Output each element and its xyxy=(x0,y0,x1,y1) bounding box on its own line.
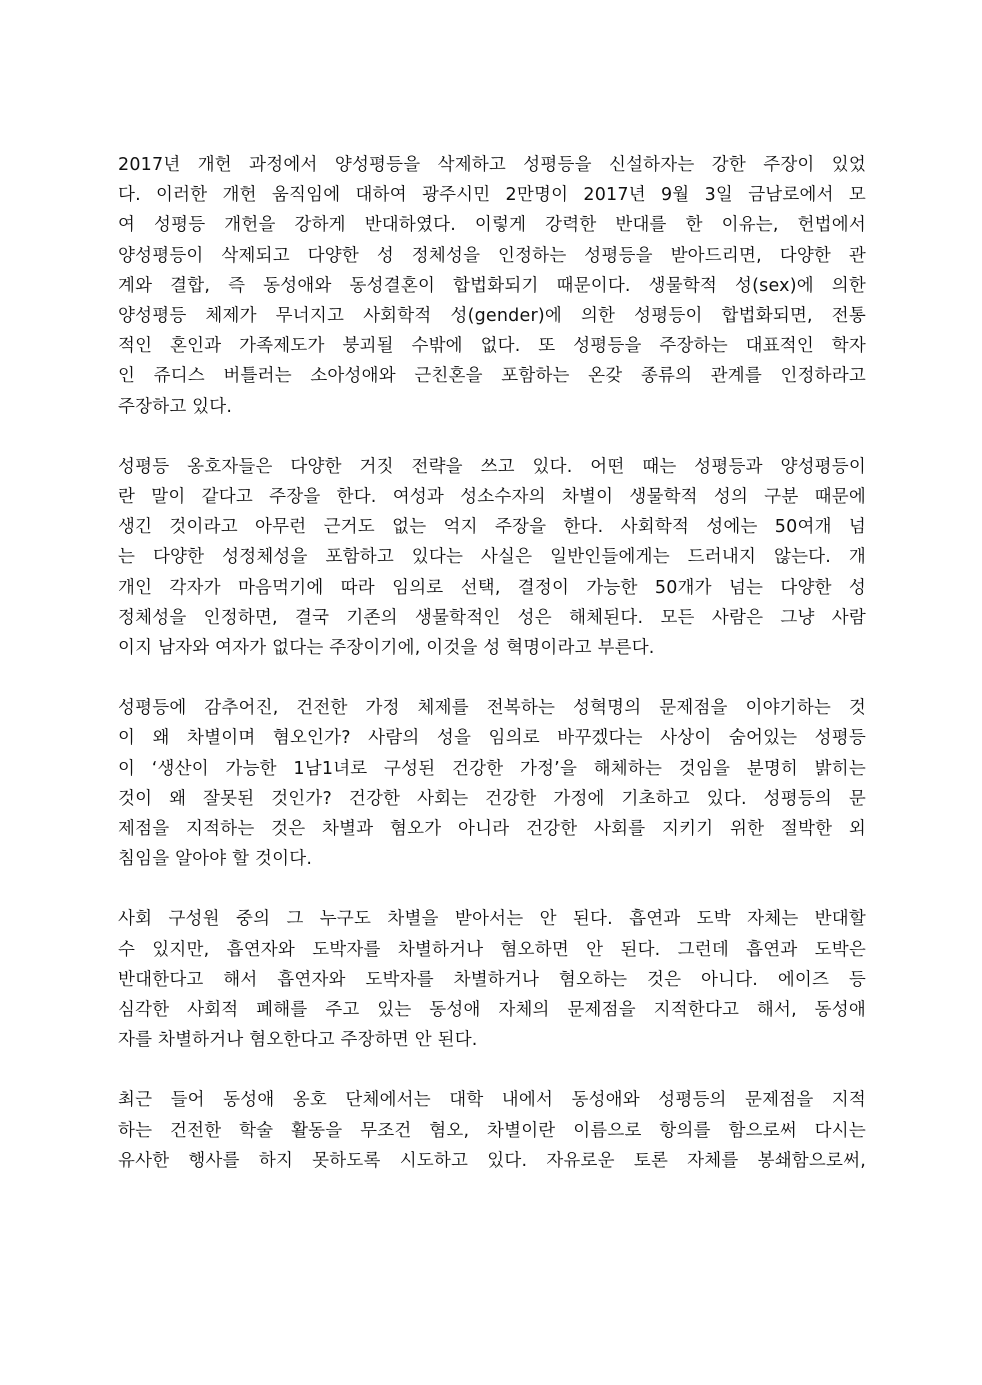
paragraph-5 xyxy=(118,1085,866,1176)
text-line: 적인 혼인과 가족제도가 붕괴될 수밖에 없다. 또 성평등을 주장하는 대표적인 학자 xyxy=(118,336,866,357)
text-line: 주장하고 있다. xyxy=(118,396,233,417)
text-line: 는 다양한 성정체성을 포함하고 있다는 사실은 일반인들에게는 드러내지 않는다. 개 xyxy=(118,547,866,568)
paragraph-4 xyxy=(118,904,866,1055)
text-line: 양성평등 체제가 무너지고 사회학적 성(gender)에 의한 성평등이 합법화되면, 전통 xyxy=(118,306,866,327)
text-line: 최근 들어 동성애 옹호 단체에서는 대학 내에서 동성애와 성평등의 문제점을 지적 xyxy=(118,1090,866,1111)
text-line: 수 있지만, 흡연자와 도박자를 차별하거나 혐오하면 안 된다. 그런데 흡연과 도박은 xyxy=(118,939,866,960)
text-line: 성평등에 감추어진, 건전한 가정 체제를 전복하는 성혁명의 문제점을 이야기하는 것 xyxy=(118,698,866,719)
text-line: 이 왜 차별이며 혐오인가? 사람의 성을 임의로 바꾸겠다는 사상이 숨어있는 성평등 xyxy=(118,728,866,749)
text-line: 사회 구성원 중의 그 누구도 차별을 받아서는 안 된다. 흡연과 도박 자체는 반대할 xyxy=(118,909,866,930)
text-line: 계와 결합, 즉 동성애와 동성결혼이 합법화되기 때문이다. 생물학적 성(sex)에 의한 xyxy=(118,275,866,296)
text-line: 하는 건전한 학술 활동을 무조건 혐오, 차별이란 이름으로 항의를 함으로써 다시는 xyxy=(118,1120,866,1141)
text-line: 인 쥬디스 버틀러는 소아성애와 근친혼을 포함하는 온갖 종류의 관계를 인정하라고 xyxy=(118,366,866,387)
text-line: 것이 왜 잘못된 것인가? 건강한 사회는 건강한 가정에 기초하고 있다. 성평등의 문 xyxy=(118,788,866,809)
paragraph-3 xyxy=(118,693,866,874)
text-line: 심각한 사회적 폐해를 주고 있는 동성애 자체의 문제점을 지적한다고 해서, 동성애 xyxy=(118,1000,866,1021)
text-line: 제점을 지적하는 것은 차별과 혐오가 아니라 건강한 사회를 지키기 위한 절박한 외 xyxy=(118,819,866,840)
text-line: 반대한다고 해서 흡연자와 도박자를 차별하거나 혐오하는 것은 아니다. 에이즈 등 xyxy=(118,969,866,990)
paragraph-1 xyxy=(118,150,866,422)
text-line: 양성평등이 삭제되고 다양한 성 정체성을 인정하는 성평등을 받아드리면, 다양한 관 xyxy=(118,245,866,266)
text-line: 이지 남자와 여자가 없다는 주장이기에, 이것을 성 혁명이라고 부른다. xyxy=(118,638,655,659)
text-line: 유사한 행사를 하지 못하도록 시도하고 있다. 자유로운 토론 자체를 봉쇄함으로써, xyxy=(118,1150,866,1171)
text-line: 다. 이러한 개헌 움직임에 대하여 광주시민 2만명이 2017년 9월 3일 금남로에서 모 xyxy=(118,185,866,206)
text-line: 성평등 옹호자들은 다양한 거짓 전략을 쓰고 있다. 어떤 때는 성평등과 양성평등이 xyxy=(118,456,866,477)
text-line: 생긴 것이라고 아무런 근거도 없는 억지 주장을 한다. 사회학적 성에는 50여개 넘 xyxy=(118,517,866,538)
document-page xyxy=(118,150,866,1206)
text-line: 침임을 알아야 할 것이다. xyxy=(118,849,313,870)
text-line: 개인 각자가 마음먹기에 따라 임의로 선택, 결정이 가능한 50개가 넘는 다양한 성 xyxy=(118,577,866,598)
text-line: 자를 차별하거나 혐오한다고 주장하면 안 된다. xyxy=(118,1030,478,1051)
text-line: 여 성평등 개헌을 강하게 반대하였다. 이렇게 강력한 반대를 한 이유는, 헌법에서 xyxy=(118,215,866,236)
text-line: 이 ‘생산이 가능한 1남1녀로 구성된 건강한 가정’을 해체하는 것임을 분명히 밝히는 xyxy=(118,758,866,779)
paragraph-2 xyxy=(118,452,866,663)
text-line: 정체성을 인정하면, 결국 기존의 생물학적인 성은 해체된다. 모든 사람은 그냥 사람 xyxy=(118,607,866,628)
text-line: 란 말이 같다고 주장을 한다. 여성과 성소수자의 차별이 생물학적 성의 구분 때문에 xyxy=(118,487,866,508)
text-line: 2017년 개헌 과정에서 양성평등을 삭제하고 성평등을 신설하자는 강한 주장이 있었 xyxy=(118,155,866,175)
